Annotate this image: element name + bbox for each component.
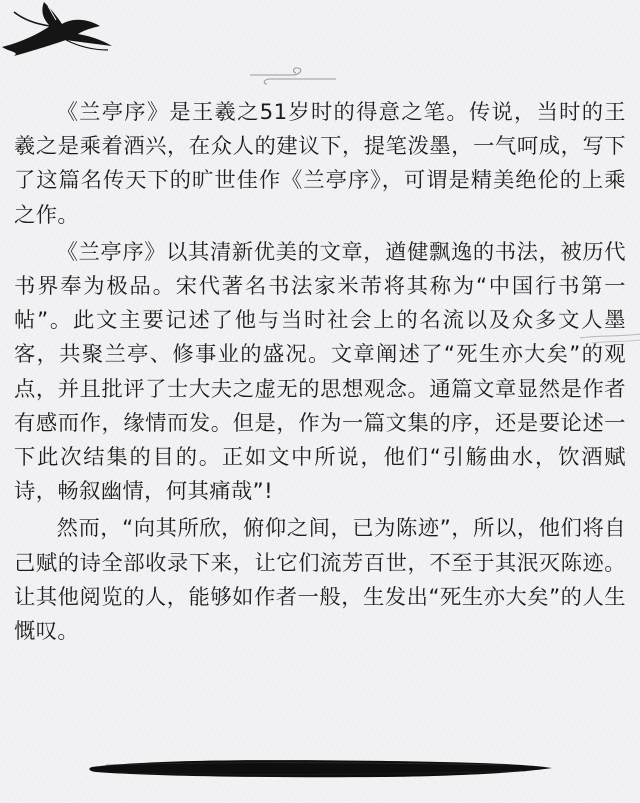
article-body	[14, 96, 626, 652]
crane-icon	[0, 0, 120, 60]
brush-stroke-icon	[86, 756, 556, 780]
paragraph-2: 《兰亭序》以其清新优美的文章，遒健飘逸的书法，被历代书界奉为极品。宋代著名书法家米芾将其称为“中国行书第一帖”。此文主要记述了他与当时社会上的名流以及众多文人墨客，共聚兰亭、修事业的盛况。文章阐述了“死生亦大矣”的观点，并且批评了士大夫之虚无的思想观念。通篇文章显然是作者有感而作，缘情而发。但是，作为一篇文集的序，还是要论述一下此次结集的目的。正如文中所说，他们“引觞曲水，饮酒赋诗，畅叙幽情，何其痛哉”!	[14, 239, 626, 505]
paragraph-1: 《兰亭序》是王羲之51岁时的得意之笔。传说，当时的王羲之是乘着酒兴，在众人的建议下，提笔泼墨，一气呵成，写下了这篇名传天下的旷世佳作《兰亭序》，可谓是精美绝伦的上乘之作。	[14, 100, 626, 228]
paragraph-3: 然而，“向其所欣，俯仰之间，已为陈迹”，所以，他们将自己赋的诗全部收录下来，让它们流芳百世，不至于其泯灭陈迹。让其他阅览的人，能够如作者一般，生发出“死生亦大矣”的人生慨叹。	[14, 516, 626, 645]
cloud-ornament-icon	[248, 66, 340, 86]
